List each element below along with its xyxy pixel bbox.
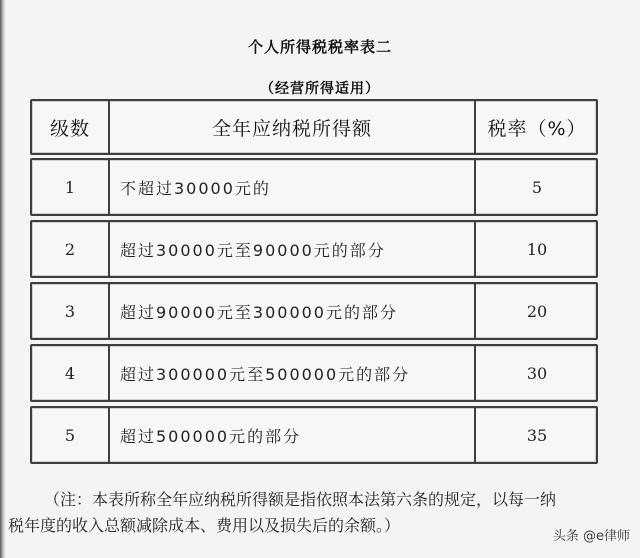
header-rate: 税率（%）: [487, 117, 587, 140]
cell-range: 超过500000元的部分: [110, 408, 476, 462]
cell-range: 超过30000元至90000元的部分: [110, 222, 476, 276]
table-row: [30, 158, 598, 216]
cell-rate: 5: [531, 177, 543, 197]
source-watermark: 头条 @e律师: [552, 529, 630, 544]
cell-level: 2: [32, 222, 110, 276]
cell-range: 不超过30000元的: [110, 160, 476, 214]
footnote-line-2: 税年度的收入总额减除成本、费用以及损失后的余额。）: [8, 516, 401, 535]
cell-rate: 10: [526, 239, 548, 259]
tax-rate-table: [30, 99, 598, 468]
footnote: [8, 487, 633, 539]
cell-level: 1: [32, 160, 110, 214]
table-row: [30, 220, 598, 278]
document-title: 个人所得税税率表二: [247, 38, 392, 56]
cell-level: 5: [32, 408, 110, 462]
cell-rate: 20: [526, 301, 548, 321]
header-range: 全年应纳税所得额: [110, 101, 476, 153]
document-subtitle: （经营所得适用）: [260, 81, 380, 97]
table-row: [30, 344, 598, 402]
header-level: 级数: [32, 101, 110, 153]
cell-range: 超过300000元至500000元的部分: [110, 346, 476, 400]
cell-range: 超过90000元至300000元的部分: [110, 284, 476, 338]
table-row: [30, 282, 598, 340]
cell-level: 3: [32, 284, 110, 338]
cell-rate: 30: [526, 363, 548, 383]
cell-level: 4: [32, 346, 110, 400]
table-header-row: [30, 99, 598, 155]
table-row: [30, 406, 598, 464]
footnote-line-1: （注：本表所称全年应纳税所得额是指依照本法第六条的规定，以每一纳: [44, 490, 557, 509]
cell-rate: 35: [526, 425, 548, 445]
